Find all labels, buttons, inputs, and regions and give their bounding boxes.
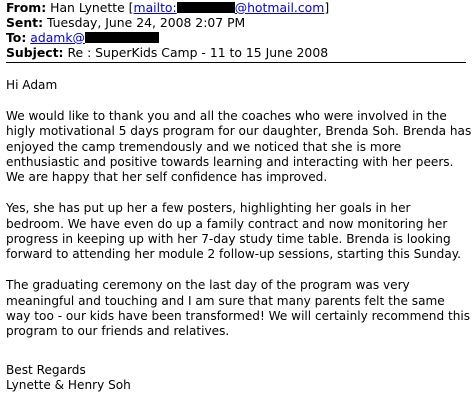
subject-value: Re : SuperKids Camp - 11 to 15 June 2008 xyxy=(67,45,329,60)
paragraph: The graduating ceremony on the last day of the program was very meaningful and touching and I am sure that many parents felt the same way too - our kids have been transformed! We will certainly recommend this program to our friends and relatives. xyxy=(6,278,471,339)
redacted-block xyxy=(177,2,235,13)
subject-line xyxy=(6,45,472,60)
paragraph: Yes, she has put up her a few posters, highlighting her goals in her bedroom. We have even do up a family contract and now monitoring her progress in keeping up with her 7-day study time table. Brenda is looking forward to attending her module 2 follow-up sessions, starting this Sunday. xyxy=(6,201,462,262)
paragraph: We would like to thank you and all the coaches who were involved in the higly motivational 5 days program for our daughter, Brenda Soh. Brenda has enjoyed the camp tremendously and we noticed that she is more enthusiastic and positive towards learning and interacting with her peers. We are happy that her self confidence has improved. xyxy=(6,108,472,185)
redacted-block xyxy=(85,32,159,43)
from-name: Han Lynette [ xyxy=(50,0,134,15)
email-document xyxy=(6,0,472,394)
signature-block xyxy=(6,363,472,394)
closing: Best Regards xyxy=(6,362,86,377)
sent-label: Sent: xyxy=(6,15,44,30)
signature: Lynette & Henry Soh xyxy=(6,378,131,393)
from-label: From: xyxy=(6,0,47,15)
sent-line xyxy=(6,15,472,30)
sent-value: Tuesday, June 24, 2008 2:07 PM xyxy=(46,15,246,30)
header-divider xyxy=(6,62,466,63)
to-email-link[interactable]: adamk@ xyxy=(30,30,85,45)
from-close-bracket: ] xyxy=(324,0,330,15)
to-label: To: xyxy=(6,30,27,45)
from-email-link[interactable]: mailto: @hotmail.com xyxy=(133,0,325,15)
greeting: Hi Adam xyxy=(6,78,58,92)
to-line xyxy=(6,30,472,45)
subject-label: Subject: xyxy=(6,45,64,60)
email-body xyxy=(6,78,472,394)
from-line xyxy=(6,0,472,15)
